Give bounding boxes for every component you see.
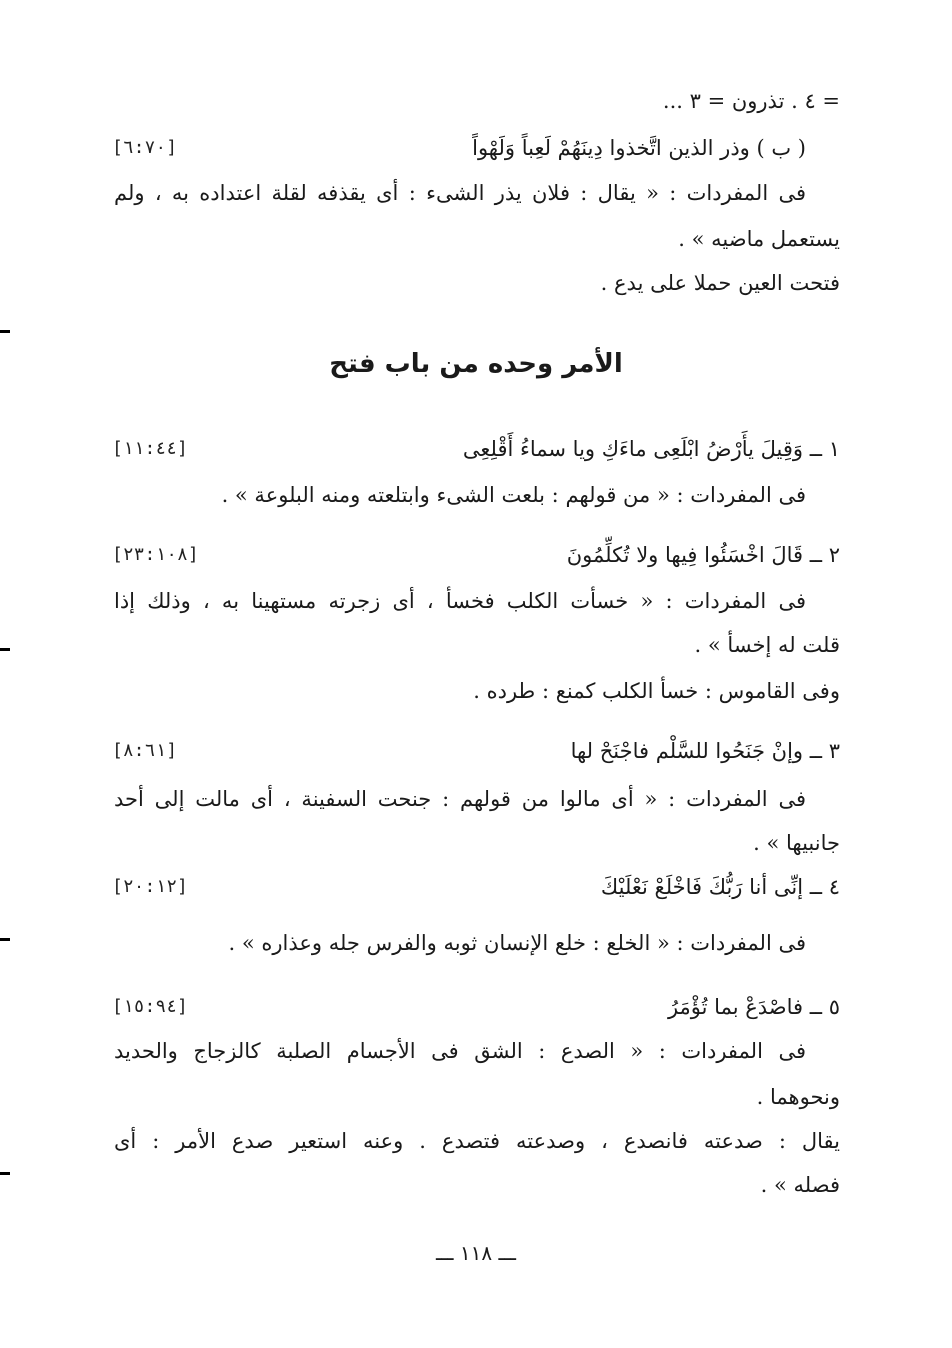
scan-edge-mark	[0, 938, 10, 941]
scan-edge-mark	[0, 648, 10, 651]
verse-reference: [٢٣:١٠٨]	[112, 544, 199, 565]
page-number: ـــ ١١٨ ـــ	[435, 1241, 517, 1265]
verse-reference: [٨:٦١]	[112, 740, 178, 761]
text-line: قلت له إخسأ » .	[694, 633, 840, 657]
verse-reference: [٢٠:١٢]	[112, 876, 188, 897]
text-line: فى المفردات : « يقال : فلان يذر الشىء : أى يقذفه لقلة اعتداده به ، ولم	[114, 181, 806, 205]
verse-reference: [١٥:٩٤]	[112, 996, 188, 1017]
text-line: يقال : صدعته فانصدع ، وصدعته فتصدع . وعنه استعير صدع الأمر : أى	[114, 1129, 840, 1153]
text-line: = ٤ . تذرون = ٣ ...	[662, 89, 840, 113]
quran-verse: ٤ ــ إنِّى أنا رَبُّكَ فَاخْلَعْ نَعْلَيْكَ	[600, 875, 840, 899]
text-line: فى المفردات : « الصدع : الشق فى الأجسام الصلبة كالزجاج والحديد	[114, 1039, 806, 1063]
verse-reference: [١١:٤٤]	[112, 438, 188, 459]
scan-edge-mark	[0, 330, 10, 333]
text-line: فتحت العين حملا على يدع .	[600, 271, 840, 295]
quran-verse: ٢ ــ قَالَ اخْسَئُوا فِيها ولا تُكلِّمُونَ	[566, 543, 840, 567]
quran-verse: ١ ــ وَقِيلَ يأَرْضُ ابْلَعِى ماءَكِ ويا سماءُ أَقْلِعِى	[462, 437, 840, 461]
text-line: يستعمل ماضيه » .	[678, 227, 840, 251]
text-line: فى المفردات : « أى مالوا من قولهم : جنحت السفينة ، أى مالت إلى أحد	[114, 787, 806, 811]
quran-verse: ٣ ــ وإنْ جَنَحُوا للسَّلْم فاجْنَحْ لها	[570, 739, 840, 763]
quran-verse: ٥ ــ فاصْدَعْ بما تُؤْمَرُ	[667, 995, 840, 1019]
text-line: فصله » .	[760, 1173, 840, 1197]
quran-verse: ( ب ) وذر الذين اتَّخذوا دِينَهُمْ لَعِباً وَلَهْواً	[472, 136, 806, 160]
text-line: جانبيها » .	[753, 831, 840, 855]
text-line: فى المفردات : « من قولهم : بلعت الشىء وابتلعته ومنه البلوعة » .	[221, 483, 806, 507]
text-line: ونحوهما .	[756, 1085, 840, 1109]
section-heading: الأمر وحده من باب فتح	[329, 349, 623, 379]
text-line: فى المفردات : « الخلع : خلع الإنسان ثوبه والفرس جله وعذاره » .	[228, 931, 806, 955]
text-line: وفى القاموس : خسأ الكلب كمنع : طرده .	[473, 679, 840, 703]
text-line: فى المفردات : « خسأت الكلب فخسأ ، أى زجرته مستهينا به ، وذلك إذا	[114, 589, 806, 613]
scan-edge-mark	[0, 1172, 10, 1175]
verse-reference: [٦:٧٠]	[112, 137, 178, 158]
